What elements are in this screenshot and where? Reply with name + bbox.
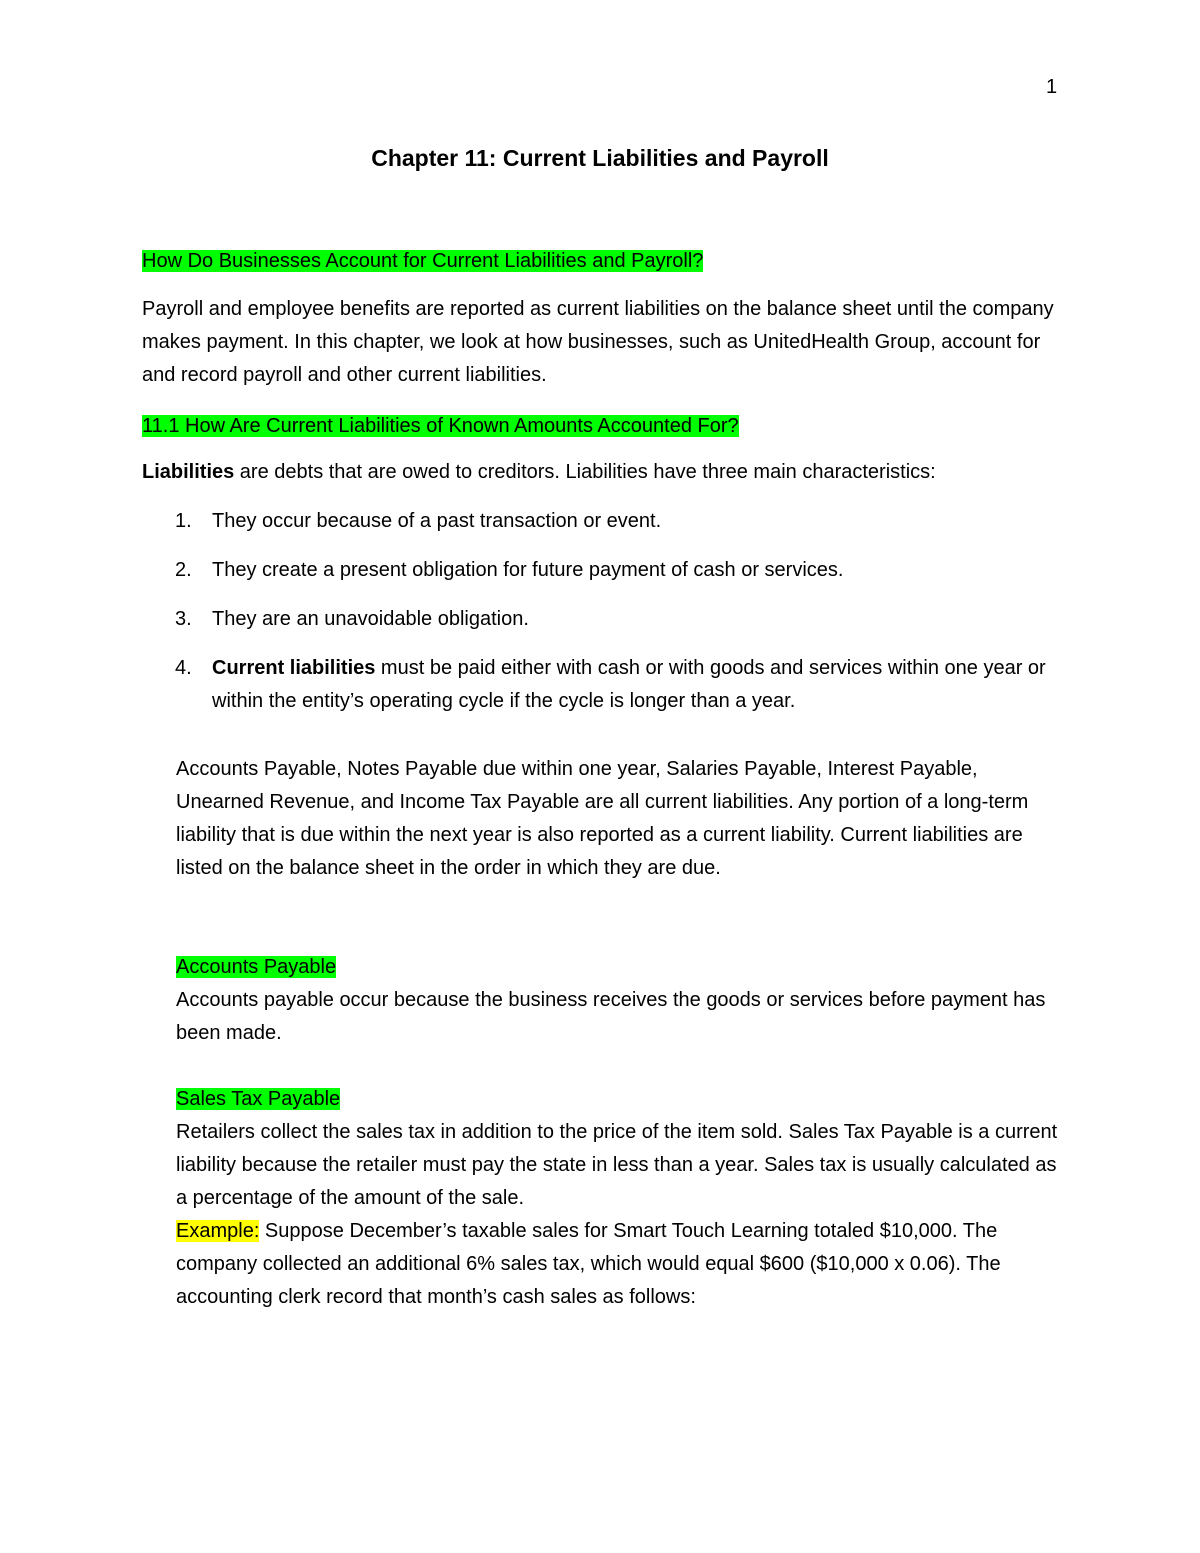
accounts-payable-section xyxy=(176,951,1066,1050)
accounts-payable-heading: Accounts Payable xyxy=(176,956,337,978)
section-heading-intro xyxy=(142,248,703,274)
heading-highlight: 11.1 How Are Current Liabilities of Known Amounts Accounted For? xyxy=(142,415,739,437)
list-item xyxy=(142,505,1062,538)
characteristics-list xyxy=(142,505,1062,734)
page-number: 1 xyxy=(1046,76,1058,98)
example-text: Suppose December’s taxable sales for Smart Touch Learning totaled $10,000. The company collected an additional 6% sales tax, which would equal $600 ($10,000 x 0.06). The accounting clerk record that month’s cash sales as follows: xyxy=(176,1220,1001,1308)
list-item xyxy=(142,652,1062,718)
list-text: They occur because of a past transaction or event. xyxy=(212,510,662,532)
list-number: 1. xyxy=(175,510,192,532)
current-liabilities-term: Current liabilities xyxy=(212,657,376,679)
current-liabilities-paragraph: Accounts Payable, Notes Payable due within one year, Salaries Payable, Interest Payable, Unearned Revenue, and Income Tax Payable are all current liabilities. Any portion of a long-term liability that is due within the next year is also reported as a current liability. Current liabilities are listed on the balance sheet in the order in which they are due. xyxy=(176,758,1029,879)
list-number: 3. xyxy=(175,608,192,630)
liabilities-term: Liabilities xyxy=(142,461,235,483)
list-text: They create a present obligation for future payment of cash or services. xyxy=(212,559,844,581)
sales-tax-section xyxy=(176,1083,1066,1314)
section-heading-11-1 xyxy=(142,413,739,439)
list-text: They are an unavoidable obligation. xyxy=(212,608,529,630)
liabilities-def-text: are debts that are owed to creditors. Liabilities have three main characteristics: xyxy=(234,461,936,483)
chapter-title: Chapter 11: Current Liabilities and Payroll xyxy=(371,145,829,171)
list-number: 2. xyxy=(175,559,192,581)
intro-paragraph: Payroll and employee benefits are reported as current liabilities on the balance sheet until the company makes payment. In this chapter, we look at how businesses, such as UnitedHealth Group, account for and record payroll and other current liabilities. xyxy=(142,298,1054,386)
example-label: Example: xyxy=(176,1220,260,1242)
list-text: must be paid either with cash or with goods and services within one year or within the entity’s operating cycle if the cycle is longer than a year. xyxy=(212,657,1046,712)
list-item xyxy=(142,554,1062,587)
heading-highlight: How Do Businesses Account for Current Liabilities and Payroll? xyxy=(142,250,704,272)
liabilities-definition xyxy=(142,456,1062,489)
sales-tax-heading: Sales Tax Payable xyxy=(176,1088,341,1110)
sales-tax-text: Retailers collect the sales tax in addition to the price of the item sold. Sales Tax Payable is a current liability because the retailer must pay the state in less than a year. Sales tax is usually calculated as a percentage of the amount of the sale. xyxy=(176,1121,1058,1209)
list-item xyxy=(142,603,1062,636)
accounts-payable-text: Accounts payable occur because the business receives the goods or services before payment has been made. xyxy=(176,989,1046,1044)
list-number: 4. xyxy=(175,657,192,679)
